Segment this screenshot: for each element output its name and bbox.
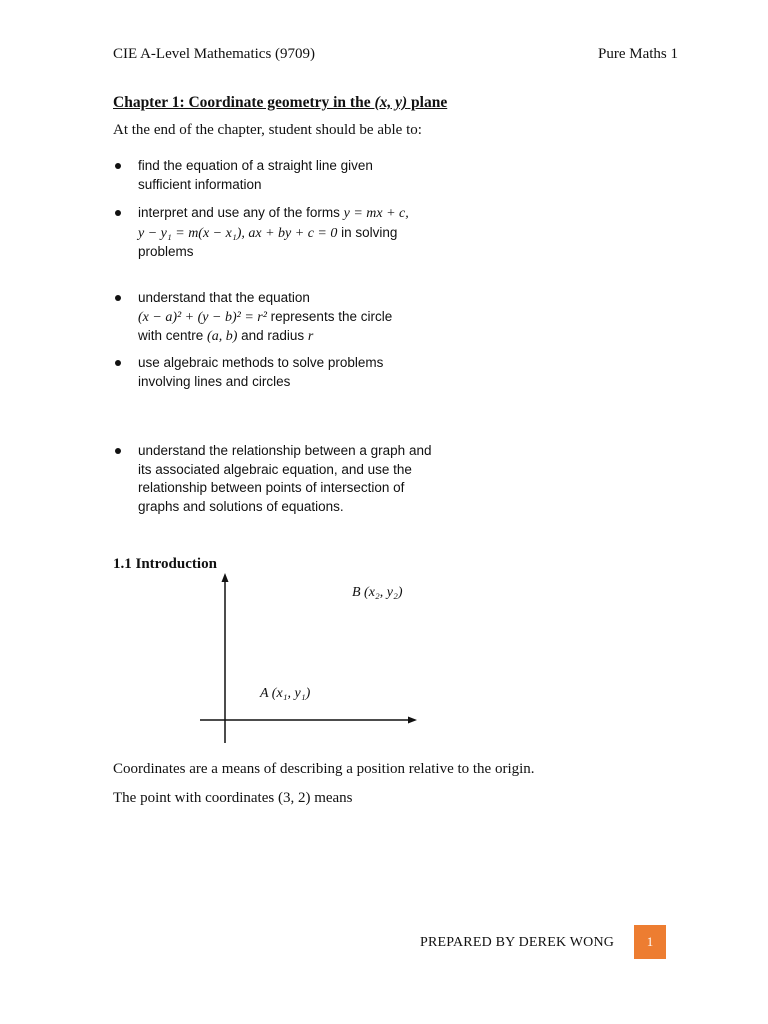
bullet-dot <box>115 163 121 169</box>
y-axis-arrow-icon <box>222 573 229 582</box>
chapter-intro: At the end of the chapter, student should be able to: <box>113 122 422 138</box>
objective-3-line-1: understand that the equation <box>138 290 310 305</box>
point-a-text: A (x₁, y₁) <box>260 686 311 701</box>
chapter-title-suffix: plane <box>407 94 448 111</box>
point-b-text: B (x₂, y₂) <box>352 585 403 600</box>
header-course: CIE A-Level Mathematics (9709) <box>113 46 316 62</box>
objective-2-line-2: in solving <box>337 224 398 240</box>
page-number-badge: 1 <box>634 925 666 959</box>
objective-3-centre: (a, b) <box>207 329 238 344</box>
objective-5-line-2: its associated algebraic equation, and use the <box>138 461 412 477</box>
objective-2-equation-1: y = mx + c, <box>343 206 409 221</box>
bullet-dot <box>115 210 121 216</box>
objective-4-line-2: involving lines and circles <box>138 373 291 389</box>
objective-item-5 <box>113 442 453 516</box>
header-subject: Pure Maths 1 <box>598 46 678 62</box>
objective-1-line-1: find the equation of a straight line given <box>138 158 373 173</box>
bullet-dot <box>115 295 121 301</box>
objective-item-2 <box>113 204 453 262</box>
objective-item-3 <box>113 289 453 347</box>
objective-5-line-4: graphs and solutions of equations. <box>138 498 344 514</box>
objective-3-line-3-mid: and radius <box>237 328 308 343</box>
objective-item-4 <box>113 354 453 391</box>
objective-1-line-2: sufficient information <box>138 176 262 192</box>
chapter-title-math: (x, y) <box>374 94 408 111</box>
objective-2-line-1: interpret and use any of the forms <box>138 205 344 220</box>
objective-3-line-2: represents the circle <box>266 308 393 324</box>
point-example: The point with coordinates (3, 2) means <box>113 790 353 806</box>
objective-5-line-3: relationship between points of intersection of <box>138 480 405 495</box>
point-b-label <box>352 585 403 601</box>
coordinates-description: Coordinates are a means of describing a position relative to the origin. <box>113 761 535 777</box>
chapter-title-prefix: Chapter 1: Coordinate geometry in the <box>113 94 375 111</box>
point-a-label <box>260 686 310 702</box>
footer-author: PREPARED BY DEREK WONG <box>420 935 615 950</box>
objective-3-line-3-prefix: with centre <box>138 328 208 343</box>
chapter-title <box>113 94 447 112</box>
objective-3-equation: (x − a)² + (y − b)² = r² <box>138 309 267 325</box>
section-title: 1.1 Introduction <box>113 556 217 572</box>
objective-item-1 <box>113 157 453 194</box>
objective-2-line-3: problems <box>138 244 194 259</box>
objective-4-line-1: use algebraic methods to solve problems <box>138 355 384 370</box>
bullet-dot <box>115 448 121 454</box>
objective-2-equation-2: y − y₁ = m(x − x₁), ax + by + c = 0 <box>138 225 338 241</box>
bullet-dot <box>115 360 121 366</box>
x-axis-arrow-icon <box>408 717 417 724</box>
objective-3-radius: r <box>307 329 314 344</box>
objective-5-line-1: understand the relationship between a graph and <box>138 443 432 458</box>
